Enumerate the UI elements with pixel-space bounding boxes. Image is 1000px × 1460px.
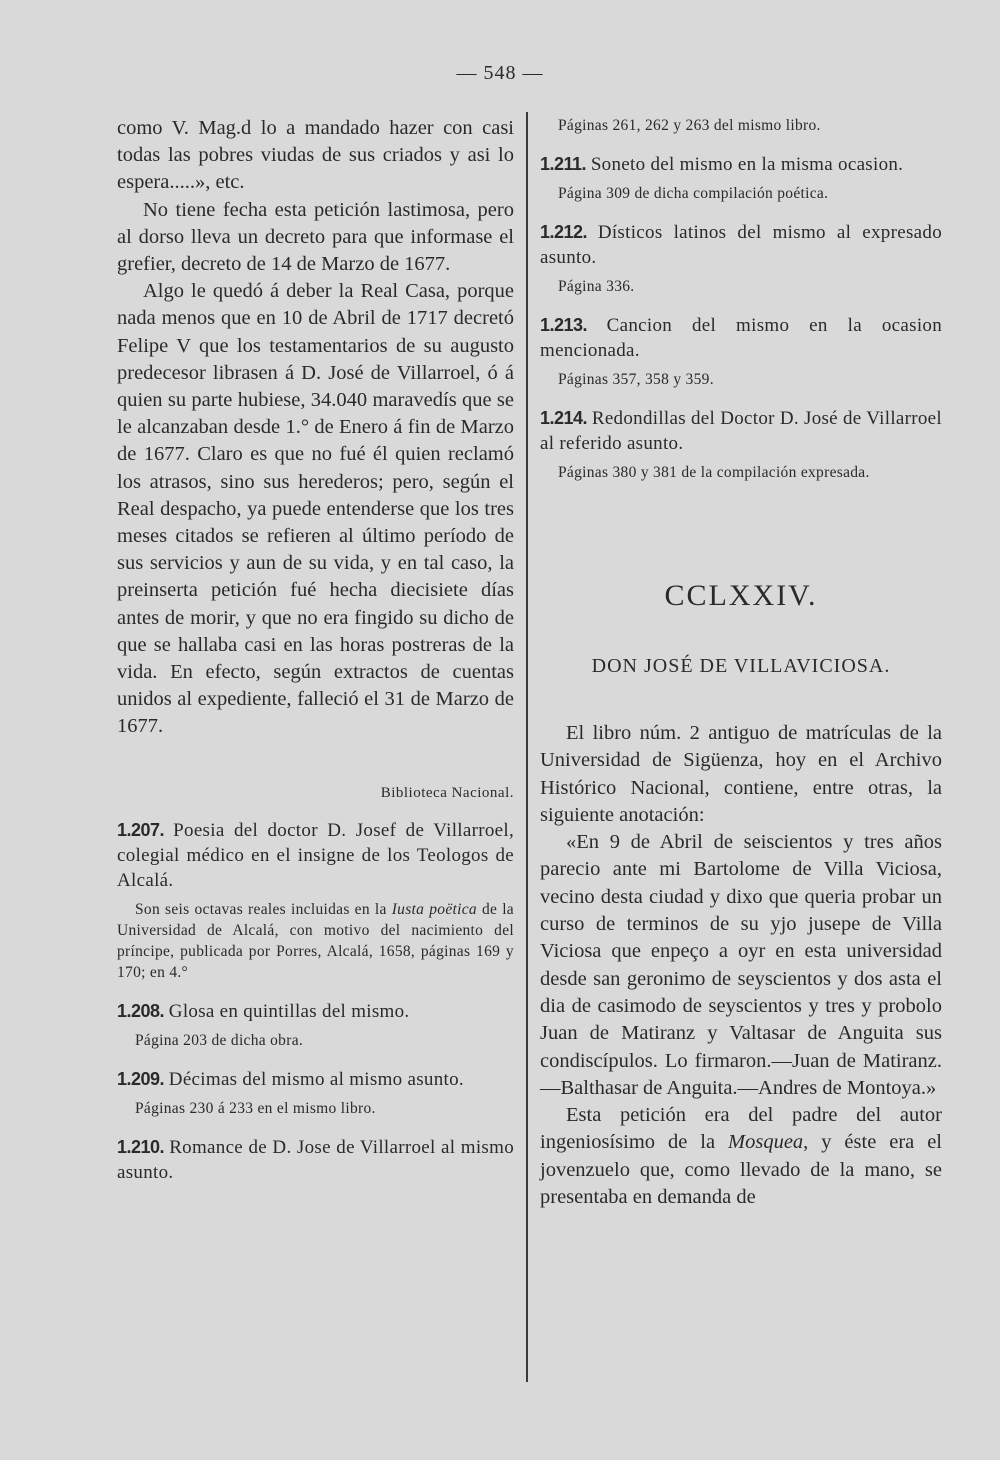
source-attribution: Biblioteca Nacional.: [380, 784, 514, 801]
entry-number: 1.209.: [117, 1068, 165, 1089]
catalog-entry: [117, 1067, 514, 1092]
entry-note: Páginas 261, 262 y 263 del mismo libro.: [558, 117, 821, 134]
body-paragraph: como V. Mag.d lo a mandado hazer con casi todas las pobres viudas de sus criados y asi lo espera.....», etc.: [117, 117, 514, 194]
entry-title: Romance de D. Jose de Villarroel al mismo asunto.: [117, 1136, 515, 1183]
entry-title: Cancion del mismo en la ocasion mencionada.: [540, 315, 943, 361]
quoted-record: «En 9 de Abril de seiscientos y tres años parecio ante mi Bartolome de Villa Viciosa, vecino desta ciudad y dixo que queria probar un curso de terminos de su yjo jusepe de Villa Viciosa que enpeço a oyr en esta universidad desde san geronimo de seyscientos y dos asta el dia de casimodo de seyscientos y tres y probolo Juan de Matiranz y Valtasar de Anguita sus condiscípulos. Lo firmaron.—Juan de Matiranz.—Balthasar de Anguita.—Andres de Montoya.»: [540, 831, 942, 1099]
entry-title: Glosa en quintillas del mismo.: [168, 1000, 410, 1022]
work-title: Iusta poëtica: [391, 900, 477, 918]
entry-number: 1.213.: [540, 315, 588, 335]
entry-title: Soneto del mismo en la misma ocasion.: [590, 154, 904, 175]
entry-title: Redondillas del Doctor D. José de Villarroel al referido asunto.: [540, 408, 942, 454]
entry-number: 1.211.: [540, 154, 587, 174]
entry-title: Dísticos latinos del mismo al expresado asunto.: [540, 222, 942, 268]
page-number: — 548 —: [456, 62, 544, 84]
entry-note: Página 203 de dicha obra.: [135, 1031, 304, 1049]
catalog-entry: [540, 152, 942, 177]
catalog-entry: [117, 818, 514, 893]
entry-title: Poesia del doctor D. Josef de Villarroel, colegial médico en el insigne de los Teologos de Alcalá.: [117, 819, 515, 891]
right-column: [540, 115, 942, 1211]
body-paragraph: No tiene fecha esta petición lastimosa, pero al dorso lleva un decreto para que informase el grefier, decreto de 14 de Marzo de 1677.: [117, 198, 514, 276]
entry-note: Páginas 357, 358 y 359.: [558, 371, 714, 388]
entry-number: 1.210.: [117, 1136, 165, 1157]
column-divider: [526, 112, 528, 1382]
section-number: CCLXXIV.: [664, 579, 818, 612]
body-paragraph: El libro núm. 2 antiguo de matrículas de la Universidad de Sigüenza, hoy en el Archivo Histórico Nacional, contiene, entre otras, la siguiente anotación:: [540, 722, 942, 826]
work-title: Mosquea: [728, 1131, 804, 1154]
entry-note: Página 336.: [558, 278, 635, 295]
entry-note: Son seis octavas reales incluidas en la Iusta poëtica de la Universidad de Alcalá, con motivo del nacimiento del príncipe, publicada por Porres, Alcalá, 1658, páginas 169 y 170; en 4.°: [117, 900, 514, 981]
entry-note: Página 309 de dicha compilación poética.: [558, 185, 829, 202]
catalog-entry: [540, 313, 942, 363]
entry-number: 1.212.: [540, 222, 588, 242]
body-paragraph: Algo le quedó á deber la Real Casa, porque nada menos que en 10 de Abril de 1717 decretó Felipe V que los testamentarios de su augusto predecesor librasen á D. José de Villarroel, ó á quien su parte hubiese, 34.040 maravedís que se le alcanzaban desde 1.° de Enero á fin de Marzo de 1677. Claro es que no fué él quien reclamó los atrasos, sino sus herederos; pero, según el Real despacho, ya puede entenderse que los tres meses citados se refieren al último período de sus servicios y aun de su vida, y en tal caso, la preinserta petición fué hecha diecisiete días antes de morir, y que no era fingido su dicho de que se hallaba casi en las horas postreras de la vida. En efecto, según extractos de cuentas unidos al expediente, falleció el 31 de Marzo de 1677.: [117, 280, 514, 738]
left-column: [117, 115, 514, 1185]
catalog-entry: [540, 406, 942, 456]
body-paragraph: Esta petición era del padre del autor ingeniosísimo de la Mosquea, y éste era el jovenzuelo que, como llevado de la mano, se presentaba en demanda de: [540, 1104, 942, 1209]
catalog-entry: [540, 220, 942, 270]
catalog-entry: [117, 1135, 514, 1185]
entry-note: Páginas 230 á 233 en el mismo libro.: [135, 1099, 376, 1117]
section-heading: DON JOSÉ DE VILLAVICIOSA.: [591, 655, 891, 677]
entry-number: 1.207.: [117, 819, 165, 840]
entry-number: 1.208.: [117, 1000, 165, 1021]
catalog-entry: [117, 999, 514, 1024]
entry-title: Décimas del mismo al mismo asunto.: [168, 1068, 464, 1090]
entry-note: Páginas 380 y 381 de la compilación expresada.: [558, 464, 870, 481]
entry-number: 1.214.: [540, 408, 588, 428]
